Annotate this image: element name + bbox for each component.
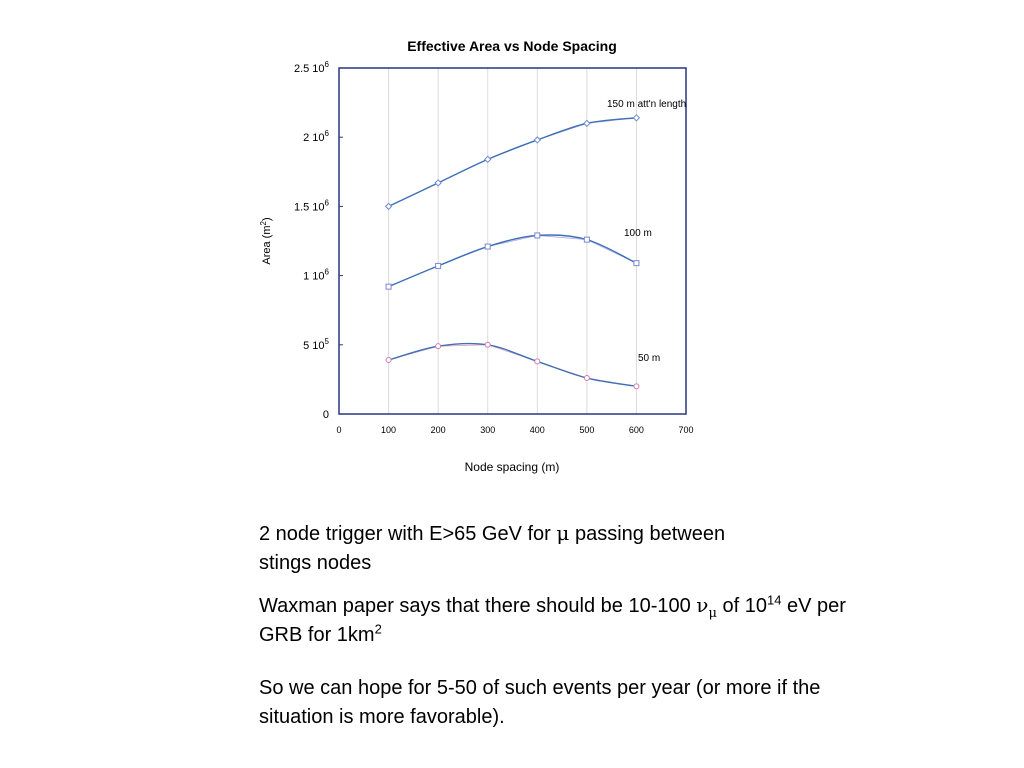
y-tick-label: 0 [322,409,329,421]
x-tick-label: 0 [336,425,342,435]
data-point [535,233,540,238]
data-point [386,284,391,289]
data-point [435,180,441,186]
y-axis-label: Area $(m^2)$ [259,217,273,265]
y-tick-label: 1 $10^6$ [303,267,329,283]
events-paragraph: So we can hope for 5-50 of such events per year (or more if the situation is more favorable). [259,677,821,728]
series-connector-line [389,118,637,207]
data-point [584,376,589,381]
x-tick-label: 400 [529,425,545,435]
data-point [634,384,639,389]
data-point [535,359,540,364]
data-point [634,261,639,266]
y-tick-label: 2.5 $10^6$ [293,60,329,75]
x-tick-label: 600 [628,425,644,435]
series-label: 100 m [624,228,652,239]
data-point [386,358,391,363]
data-point [485,342,490,347]
y-tick-label: 5 $10^5$ [303,336,329,352]
x-tick-label: 200 [430,425,446,435]
y-tick-label: 1.5 $10^6$ [293,198,329,214]
data-point [485,244,490,249]
mu-subscript: μ [708,606,717,621]
data-point [633,115,639,121]
mu-symbol: μ [556,521,570,545]
trigger-paragraph: 2 node trigger with E>65 GeV for μ passing between stings nodes [259,521,726,574]
data-point [436,263,441,268]
exponent-14: 14 [766,592,782,608]
series-label: 50 m [638,353,661,364]
data-point [436,344,441,349]
series-label: 150 m att'n length [607,99,687,110]
chart-title: Effective Area vs Node Spacing [407,38,617,54]
series-line [389,118,637,207]
x-tick-label: 500 [579,425,595,435]
x-tick-label: 700 [678,425,694,435]
data-point [386,203,392,209]
data-point [584,237,589,242]
waxman-paragraph: Waxman paper says that there should be 10-100 $\nu_\mu$ of $10^{14}$ eV per GRB for $1km^2$ [259,592,846,646]
x-tick-label: 100 [381,425,397,435]
series-connector-line [389,235,637,286]
data-point [485,156,491,162]
nu-symbol: ν [696,593,709,617]
exponent-2: 2 [374,621,382,637]
series-line [389,235,637,287]
y-tick-label: 2 $10^6$ [303,129,329,145]
data-point [584,120,590,126]
x-tick-label: 300 [480,425,496,435]
x-axis-label: Node spacing (m) [464,460,560,474]
data-point [534,137,540,143]
